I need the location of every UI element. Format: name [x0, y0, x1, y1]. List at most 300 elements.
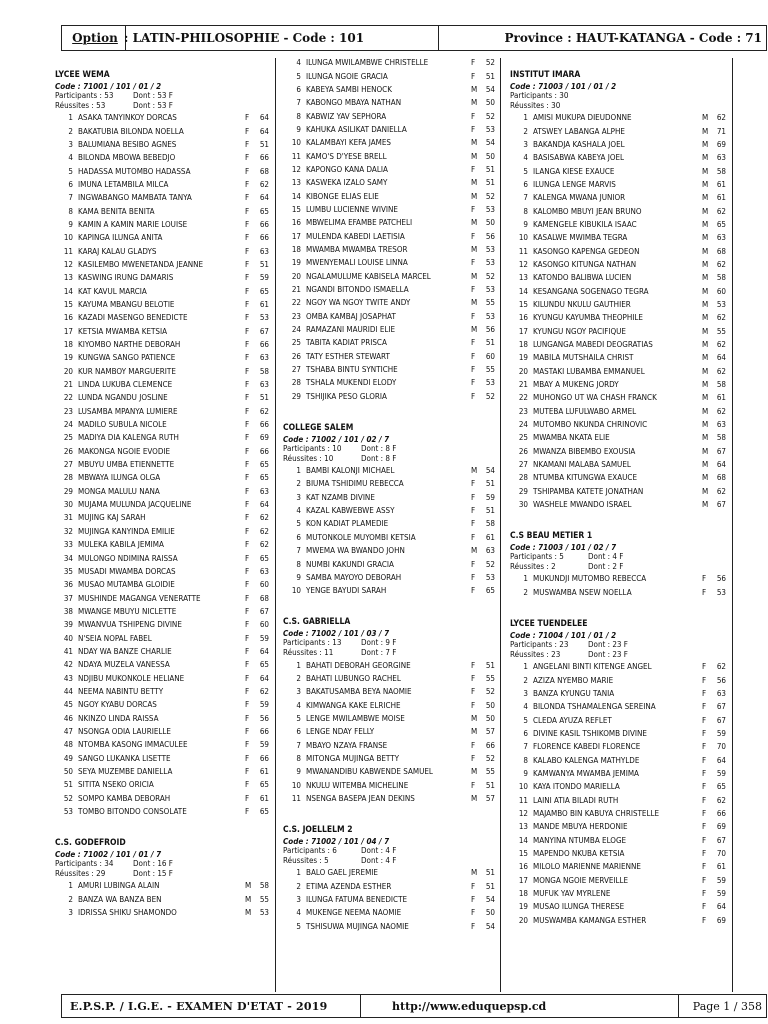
student-score: 50	[485, 218, 495, 228]
student-number: 25	[63, 433, 73, 443]
student-name: SAMBA MAYOYO DEBORAH	[306, 572, 402, 582]
student-number: 42	[63, 660, 73, 670]
student-score: 68	[716, 246, 726, 256]
student-number: 19	[518, 353, 528, 363]
student-number: 21	[518, 380, 528, 390]
student-sex: M	[702, 153, 709, 163]
student-sex: M	[702, 393, 709, 403]
student-row	[283, 189, 495, 202]
student-score: 54	[485, 84, 495, 94]
student-score: 64	[716, 353, 726, 363]
student-row	[55, 906, 269, 919]
student-sex: M	[702, 233, 709, 243]
student-score: 65	[259, 780, 269, 790]
student-score: 55	[485, 365, 495, 375]
student-name: KAYA ITONDO MARIELLA	[533, 782, 620, 792]
student-sex: M	[471, 298, 478, 308]
participants-female: Dont : 16 F	[133, 859, 173, 869]
student-name: MWANZA BIBEMBO EXOUSIA	[533, 446, 636, 456]
student-score: 64	[259, 673, 269, 683]
student-number: 13	[518, 273, 528, 283]
student-name: KATONDO BALIBWA LUCIEN	[533, 273, 632, 283]
student-score: 59	[716, 889, 726, 899]
student-sex: F	[471, 231, 476, 241]
student-name: MBWAYA ILUNGA OLGA	[78, 473, 161, 483]
student-score: 61	[716, 393, 726, 403]
student-row	[510, 586, 726, 599]
section-gap	[283, 805, 495, 817]
student-sex: F	[471, 204, 476, 214]
student-sex: F	[245, 353, 250, 363]
school-name: C.S. GABRIELLA	[283, 617, 351, 628]
reussites-count: Réussites : 2	[510, 562, 556, 572]
student-score: 67	[716, 500, 726, 510]
student-sex: F	[245, 700, 250, 710]
reussites-line	[55, 101, 269, 111]
student-number: 28	[518, 473, 528, 483]
student-number: 39	[63, 620, 73, 630]
student-number: 9	[296, 767, 301, 777]
student-row	[55, 551, 269, 564]
student-number: 14	[63, 286, 73, 296]
section-gap	[55, 818, 269, 830]
student-row	[55, 879, 269, 892]
student-number: 33	[63, 540, 73, 550]
student-score: 61	[716, 179, 726, 189]
student-name: INGWABANGO MAMBATA TANYA	[78, 193, 192, 203]
student-name: DIVINE KASIL TSHIKOMB DIVINE	[533, 728, 647, 738]
student-score: 54	[485, 895, 495, 905]
student-score: 51	[485, 881, 495, 891]
student-sex: F	[471, 506, 476, 516]
student-row	[55, 298, 269, 311]
student-score: 62	[716, 313, 726, 323]
student-score: 63	[259, 380, 269, 390]
student-sex: F	[471, 532, 476, 542]
student-row	[55, 445, 269, 458]
student-score: 67	[259, 606, 269, 616]
student-row	[283, 376, 495, 389]
student-row	[510, 793, 726, 806]
student-name: KASONGO KITUNGA NATHAN	[533, 259, 637, 269]
student-row	[283, 149, 495, 162]
student-row	[55, 244, 269, 257]
student-row	[510, 338, 726, 351]
student-row	[510, 753, 726, 766]
student-name: MUSAO MUTAMBA GLOIDIE	[78, 580, 175, 590]
student-number: 3	[68, 908, 73, 918]
student-row	[510, 271, 726, 284]
student-number: 10	[291, 780, 301, 790]
student-sex: M	[471, 218, 478, 228]
student-row	[283, 123, 495, 136]
reussites-female: Dont : 4 F	[361, 856, 397, 866]
student-row	[510, 914, 726, 927]
student-sex: M	[702, 380, 709, 390]
participants-count: Participants : 30	[510, 91, 569, 100]
school-name: LYCEE WEMA	[55, 70, 110, 80]
footer-divider	[678, 995, 679, 1017]
student-name: MWANGE MBUYU NICLETTE	[78, 606, 177, 616]
student-score: 59	[716, 728, 726, 738]
student-score: 61	[259, 299, 269, 309]
student-sex: F	[471, 285, 476, 295]
student-score: 64	[259, 646, 269, 656]
student-number: 8	[296, 753, 301, 763]
student-number: 3	[296, 895, 301, 905]
student-name: YENGE BAYUDI SARAH	[306, 586, 387, 596]
student-number: 2	[523, 126, 528, 136]
student-number: 7	[296, 546, 301, 556]
student-number: 21	[291, 285, 301, 295]
student-sex: F	[702, 662, 707, 672]
student-sex: F	[471, 881, 476, 891]
student-name: KIMWANGA KAKE ELRICHE	[306, 700, 401, 710]
student-score: 52	[485, 687, 495, 697]
student-sex: F	[245, 286, 250, 296]
student-number: 20	[63, 366, 73, 376]
student-sex: F	[245, 460, 250, 470]
student-number: 18	[63, 340, 73, 350]
student-number: 8	[68, 206, 73, 216]
student-name: KYUNGU NGOY PACIFIQUE	[533, 326, 626, 336]
student-row	[55, 792, 269, 805]
student-row	[510, 700, 726, 713]
student-score: 52	[485, 191, 495, 201]
student-number: 14	[291, 191, 301, 201]
student-score: 63	[259, 486, 269, 496]
student-row	[510, 258, 726, 271]
student-sex: F	[471, 687, 476, 697]
student-name: KAT KAVUL MARCIA	[78, 286, 147, 296]
student-score: 52	[485, 271, 495, 281]
student-score: 62	[259, 526, 269, 536]
student-sex: F	[245, 620, 250, 630]
student-score: 62	[716, 259, 726, 269]
student-number: 49	[63, 753, 73, 763]
student-row	[510, 431, 726, 444]
student-name: MUHONGO UT WA CHASH FRANCK	[533, 393, 657, 403]
student-name: KASILEMBO MWENETANDA JEANNE	[78, 259, 204, 269]
student-number: 1	[296, 660, 301, 670]
student-number: 4	[296, 506, 301, 516]
student-sex: F	[245, 580, 250, 590]
student-score: 50	[485, 98, 495, 108]
student-number: 2	[296, 881, 301, 891]
student-sex: F	[245, 299, 250, 309]
student-name: NSENGA BASEPA JEAN DEKINS	[306, 793, 415, 803]
student-name: NGOY WA NGOY TWITE ANDY	[306, 298, 411, 308]
student-number: 29	[63, 486, 73, 496]
province-label: Province : HAUT-KATANGA - Code : 71	[438, 26, 766, 50]
student-name: NDAYA MUZELA VANESSA	[78, 660, 170, 670]
student-number: 29	[291, 391, 301, 401]
student-number: 14	[518, 835, 528, 845]
student-number: 3	[523, 139, 528, 149]
student-sex: F	[245, 340, 250, 350]
student-row	[510, 887, 726, 900]
student-score: 62	[259, 406, 269, 416]
student-score: 63	[716, 233, 726, 243]
student-name: NDJIBU MUKONKOLE HELIANE	[78, 673, 185, 683]
school-code: Code : 71003 / 101 / 02 / 7	[510, 543, 617, 553]
student-score: 64	[259, 113, 269, 123]
student-score: 62	[259, 686, 269, 696]
student-number: 27	[63, 460, 73, 470]
student-score: 66	[259, 753, 269, 763]
reussites-female: Dont : 53 F	[133, 101, 173, 110]
student-name: KON KADIAT PLAMEDIE	[306, 519, 389, 529]
student-number: 12	[291, 164, 301, 174]
student-sex: F	[471, 71, 476, 81]
student-row	[283, 216, 495, 229]
student-row	[55, 164, 269, 177]
student-score: 62	[716, 406, 726, 416]
participants-count: Participants : 23	[510, 640, 569, 649]
student-number: 6	[296, 532, 301, 542]
student-number: 19	[291, 258, 301, 268]
student-score: 66	[259, 233, 269, 243]
student-row	[510, 485, 726, 498]
student-name: NGOY KYABU DORCAS	[78, 700, 157, 710]
student-score: 53	[485, 258, 495, 268]
student-number: 48	[63, 740, 73, 750]
student-sex: M	[702, 219, 709, 229]
participants-female: Dont : 53 F	[133, 91, 173, 100]
student-sex: F	[471, 391, 476, 401]
student-name: MUTEBA LUFULWABO ARMEL	[533, 406, 637, 416]
student-sex: M	[702, 273, 709, 283]
student-score: 52	[485, 391, 495, 401]
student-row	[55, 351, 269, 364]
student-number: 51	[63, 780, 73, 790]
student-score: 61	[716, 862, 726, 872]
student-row	[55, 671, 269, 684]
student-score: 66	[259, 219, 269, 229]
student-sex: F	[245, 179, 250, 189]
student-row	[283, 270, 495, 283]
student-name: MAKONGA NGOIE EVODIE	[78, 446, 171, 456]
student-name: BILONDA MBOWA BEBEDJO	[78, 153, 176, 163]
student-row	[510, 231, 726, 244]
student-number: 11	[291, 793, 301, 803]
student-sex: M	[471, 325, 478, 335]
student-row	[55, 325, 269, 338]
student-row	[283, 920, 495, 933]
student-name: BAKANDJA KASHALA JOEL	[533, 139, 625, 149]
student-name: KAZADI MASENGO BENEDICTE	[78, 313, 188, 323]
student-score: 59	[485, 492, 495, 502]
participants-line	[283, 444, 495, 454]
reussites-female: Dont : 8 F	[361, 453, 397, 463]
student-name: MUJING KAJ SARAH	[78, 513, 146, 523]
student-sex: M	[702, 486, 709, 496]
student-score: 66	[259, 446, 269, 456]
student-name: ETIMA AZENDA ESTHER	[306, 881, 392, 891]
student-name: KALAMBAYI KEFA JAMES	[306, 138, 391, 148]
student-sex: F	[245, 606, 250, 616]
student-sex: F	[245, 193, 250, 203]
results-column-3	[510, 62, 726, 927]
student-row	[283, 504, 495, 517]
student-row	[283, 83, 495, 96]
student-row	[283, 256, 495, 269]
student-score: 53	[485, 572, 495, 582]
student-score: 67	[716, 715, 726, 725]
student-sex: M	[471, 868, 478, 878]
student-name: MULONGO NDIMINA RAISSA	[78, 553, 178, 563]
student-sex: F	[245, 526, 250, 536]
student-row	[510, 378, 726, 391]
student-score: 63	[259, 246, 269, 256]
student-sex: F	[702, 688, 707, 698]
student-sex: F	[245, 380, 250, 390]
student-name: KAMWANYA MWAMBA JEMIMA	[533, 768, 639, 778]
student-name: MUJINGA KANYINDA EMILIE	[78, 526, 175, 536]
student-score: 51	[485, 479, 495, 489]
student-score: 65	[716, 219, 726, 229]
student-number: 11	[291, 151, 301, 161]
student-sex: F	[471, 378, 476, 388]
student-score: 66	[485, 740, 495, 750]
option-value: : LATIN-PHILOSOPHIE - Code : 101	[124, 31, 365, 45]
student-name: IMUNA LETAMBILA MILCA	[78, 179, 169, 189]
student-number: 11	[518, 795, 528, 805]
student-row	[55, 431, 269, 444]
student-score: 53	[485, 204, 495, 214]
student-score: 51	[485, 338, 495, 348]
student-score: 50	[485, 713, 495, 723]
student-sex: F	[702, 675, 707, 685]
student-sex: F	[471, 58, 476, 68]
student-row	[55, 591, 269, 604]
student-row	[55, 405, 269, 418]
student-score: 54	[485, 921, 495, 931]
student-sex: F	[245, 593, 250, 603]
student-sex: F	[471, 908, 476, 918]
student-score: 68	[716, 473, 726, 483]
student-row	[510, 445, 726, 458]
student-name: KAZAL KABWEBWE ASSY	[306, 506, 395, 516]
footer-url-link[interactable]: http://www.eduquepsp.cd	[392, 999, 547, 1013]
student-row	[510, 365, 726, 378]
reussites-line	[510, 562, 726, 572]
student-row	[283, 163, 495, 176]
student-score: 65	[259, 553, 269, 563]
student-row	[55, 511, 269, 524]
school-code: Code : 71004 / 101 / 01 / 2	[510, 631, 617, 640]
student-row	[283, 752, 495, 765]
student-number: 5	[68, 166, 73, 176]
student-sex: F	[245, 486, 250, 496]
student-name: LINDA LUKUBA CLEMENCE	[78, 380, 173, 390]
option-label: Option	[65, 26, 126, 50]
student-number: 26	[63, 446, 73, 456]
student-sex: M	[245, 894, 252, 904]
student-name: SITITA NSEKO ORICIA	[78, 780, 154, 790]
student-number: 19	[518, 902, 528, 912]
student-number: 34	[63, 553, 73, 563]
reussites-count: Réussites : 10	[283, 453, 334, 463]
student-number: 28	[63, 473, 73, 483]
student-number: 1	[523, 574, 528, 584]
results-column-1	[55, 62, 269, 919]
student-row	[283, 658, 495, 671]
student-row	[283, 792, 495, 805]
student-number: 6	[523, 179, 528, 189]
student-name: MABILA MUTSHAILA CHRIST	[533, 353, 634, 363]
student-sex: F	[702, 808, 707, 818]
student-score: 66	[716, 808, 726, 818]
student-name: KABONGO MBAYA NATHAN	[306, 98, 402, 108]
student-name: KAT NZAMB DIVINE	[306, 492, 375, 502]
student-sex: F	[245, 420, 250, 430]
student-sex: F	[245, 553, 250, 563]
student-sex: M	[702, 473, 709, 483]
student-sex: M	[702, 446, 709, 456]
student-score: 62	[259, 179, 269, 189]
student-sex: M	[702, 193, 709, 203]
reussites-female: Dont : 7 F	[361, 648, 397, 658]
student-row	[283, 109, 495, 122]
student-number: 19	[63, 353, 73, 363]
participants-female: Dont : 8 F	[361, 443, 397, 453]
student-score: 51	[259, 393, 269, 403]
student-number: 18	[518, 340, 528, 350]
student-number: 11	[518, 246, 528, 256]
student-sex: M	[471, 767, 478, 777]
student-row	[510, 498, 726, 511]
student-name: MITONGA MUJINGA BETTY	[306, 753, 399, 763]
student-name: SOMPO KAMBA DEBORAH	[78, 793, 171, 803]
student-row	[283, 229, 495, 242]
student-score: 61	[259, 793, 269, 803]
student-name: MUKENGE NEEMA NAOMIE	[306, 908, 402, 918]
student-number: 50	[63, 767, 73, 777]
student-score: 67	[716, 446, 726, 456]
section-gap	[510, 599, 726, 611]
student-number: 7	[296, 98, 301, 108]
student-name: BAHATI DEBORAH GEORGINE	[306, 660, 411, 670]
student-row	[55, 525, 269, 538]
student-name: KABEYA SAMBI HENOCK	[306, 84, 392, 94]
student-name: BAKATUBIA BILONDA NOELLA	[78, 126, 184, 136]
student-number: 12	[518, 808, 528, 818]
student-sex: F	[471, 559, 476, 569]
student-score: 60	[259, 620, 269, 630]
student-score: 69	[716, 139, 726, 149]
student-number: 9	[523, 768, 528, 778]
student-number: 24	[518, 420, 528, 430]
student-number: 38	[63, 606, 73, 616]
student-number: 1	[296, 868, 301, 878]
student-row	[510, 311, 726, 324]
page-header	[61, 25, 767, 51]
student-sex: F	[245, 233, 250, 243]
student-number: 2	[68, 126, 73, 136]
student-score: 58	[716, 380, 726, 390]
student-number: 12	[63, 259, 73, 269]
student-sex: M	[702, 366, 709, 376]
student-sex: F	[702, 848, 707, 858]
student-sex: F	[471, 519, 476, 529]
student-number: 15	[518, 848, 528, 858]
school-name: C.S. JOELLELM 2	[283, 825, 353, 836]
student-number: 22	[291, 298, 301, 308]
student-row	[283, 336, 495, 349]
student-number: 16	[518, 313, 528, 323]
student-name: MUFUK YAV MYRLENE	[533, 889, 611, 899]
